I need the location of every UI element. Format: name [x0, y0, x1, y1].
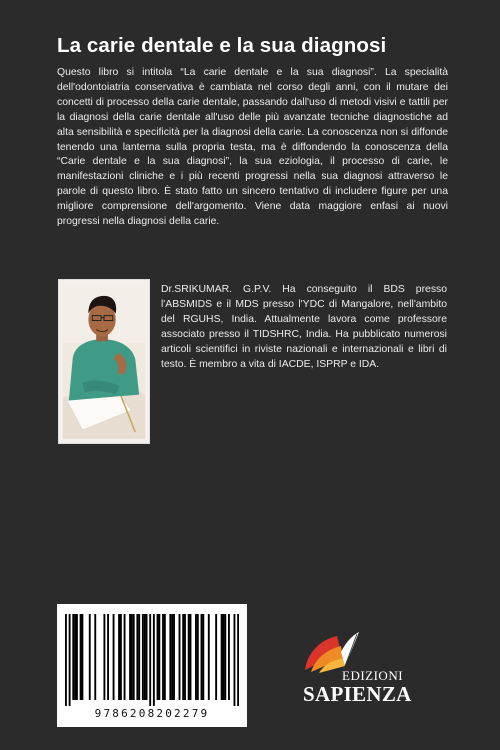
barcode-bar: [158, 614, 160, 700]
barcode-bar: [131, 614, 133, 700]
barcode-bar: [146, 614, 148, 700]
barcode-bar: [81, 614, 83, 700]
barcode-bar: [234, 614, 236, 706]
barcode-bar: [182, 614, 184, 700]
barcode-bar: [129, 614, 131, 700]
barcode-bar: [215, 614, 217, 700]
barcode-bar: [76, 614, 78, 700]
barcode-bar: [224, 614, 226, 700]
author-photo: [58, 279, 150, 444]
barcode-bar: [103, 614, 105, 700]
author-bio: Dr.SRIKUMAR. G.P.V. Ha conseguito il BDS presso l'ABSMIDS e il MDS presso l'YDC di Mangalore, nell'ambito del RGUHS, India. Attualmente lavora come professore associato presso il TIDSHRC, India. Ha pubblicato numerosi articoli scientifici in riviste nazionali e internazionali e libri di testo. È membro a vita di IACDE, ISPRP e IDA.: [161, 284, 447, 370]
barcode-bar: [157, 614, 159, 700]
barcode-bar: [195, 614, 197, 700]
isbn-barcode: [57, 604, 247, 727]
barcode-bar: [228, 614, 230, 700]
barcode-bar: [72, 614, 74, 700]
barcode-bar: [94, 614, 96, 700]
barcode-bar: [184, 614, 186, 700]
barcode-bar: [190, 614, 192, 700]
barcode-bar: [107, 614, 109, 700]
publisher-name: SAPIENZA: [303, 682, 412, 706]
barcode-bar: [164, 614, 166, 700]
barcode-bar: [188, 614, 190, 700]
barcode-bar: [74, 614, 76, 700]
barcode-bar: [221, 614, 223, 700]
barcode-bar: [89, 614, 91, 700]
barcode-bar: [65, 614, 67, 706]
barcode-bar: [173, 614, 175, 700]
barcode-number: 9786208202279: [94, 707, 210, 720]
barcode-bar: [69, 614, 71, 706]
barcode-bar: [120, 614, 122, 700]
barcode-bar: [133, 614, 135, 700]
barcode-bar: [208, 614, 210, 700]
barcode-bar: [162, 614, 164, 700]
barcode-bar: [118, 614, 120, 700]
barcode-bar: [237, 614, 239, 706]
barcode-bar: [149, 614, 151, 706]
publisher-logo: [290, 630, 420, 710]
barcode-bar: [136, 614, 138, 700]
barcode-bar: [197, 614, 199, 700]
barcode-bar: [138, 614, 140, 700]
book-summary: Questo libro si intitola “La carie dentale e la sua diagnosi”. La specialità dell'odontoiatria conservativa è cambiata nel corso degli anni, con il mutare dei concetti di processo della carie dentale, passando dall'uso di metodi visivi e tattili per la diagnosi della carie dentale all'uso delle più avanzate tecniche diagnostiche ad alta sensibilità e specificità per la diagnosi della carie. La conoscenza non si diffonde tenendo una lanterna sulla propria testa, ma è diffondendo la conoscenza della “Carie dentale e la sua diagnosi”, la sua eziologia, il processo di carie, le manifestazioni cliniche e i più recenti progressi nella sua diagnosi attraverso le parole di questo libro. È stato fatto un sincero tentativo di includere figure per una migliore comprensione dell'argomento. Viene data maggiore enfasi ai nuovi progressi nella diagnosi della carie.: [57, 67, 448, 228]
barcode-bar: [153, 614, 155, 706]
barcode-bar: [144, 614, 146, 700]
barcode-bar: [169, 614, 171, 700]
barcode-bar: [80, 614, 82, 700]
publisher-edizioni: EDIZIONI: [342, 668, 404, 683]
barcode-bar: [171, 614, 173, 700]
barcode-bar: [113, 614, 115, 700]
barcode-bars: [65, 614, 239, 706]
barcode-bar: [124, 614, 126, 700]
barcode-bar: [179, 614, 181, 700]
barcode-bar: [201, 614, 203, 700]
barcode-bar: [142, 614, 144, 700]
book-title: La carie dentale e la sua diagnosi: [57, 34, 387, 57]
barcode-bar: [223, 614, 225, 700]
barcode-bar: [202, 614, 204, 700]
